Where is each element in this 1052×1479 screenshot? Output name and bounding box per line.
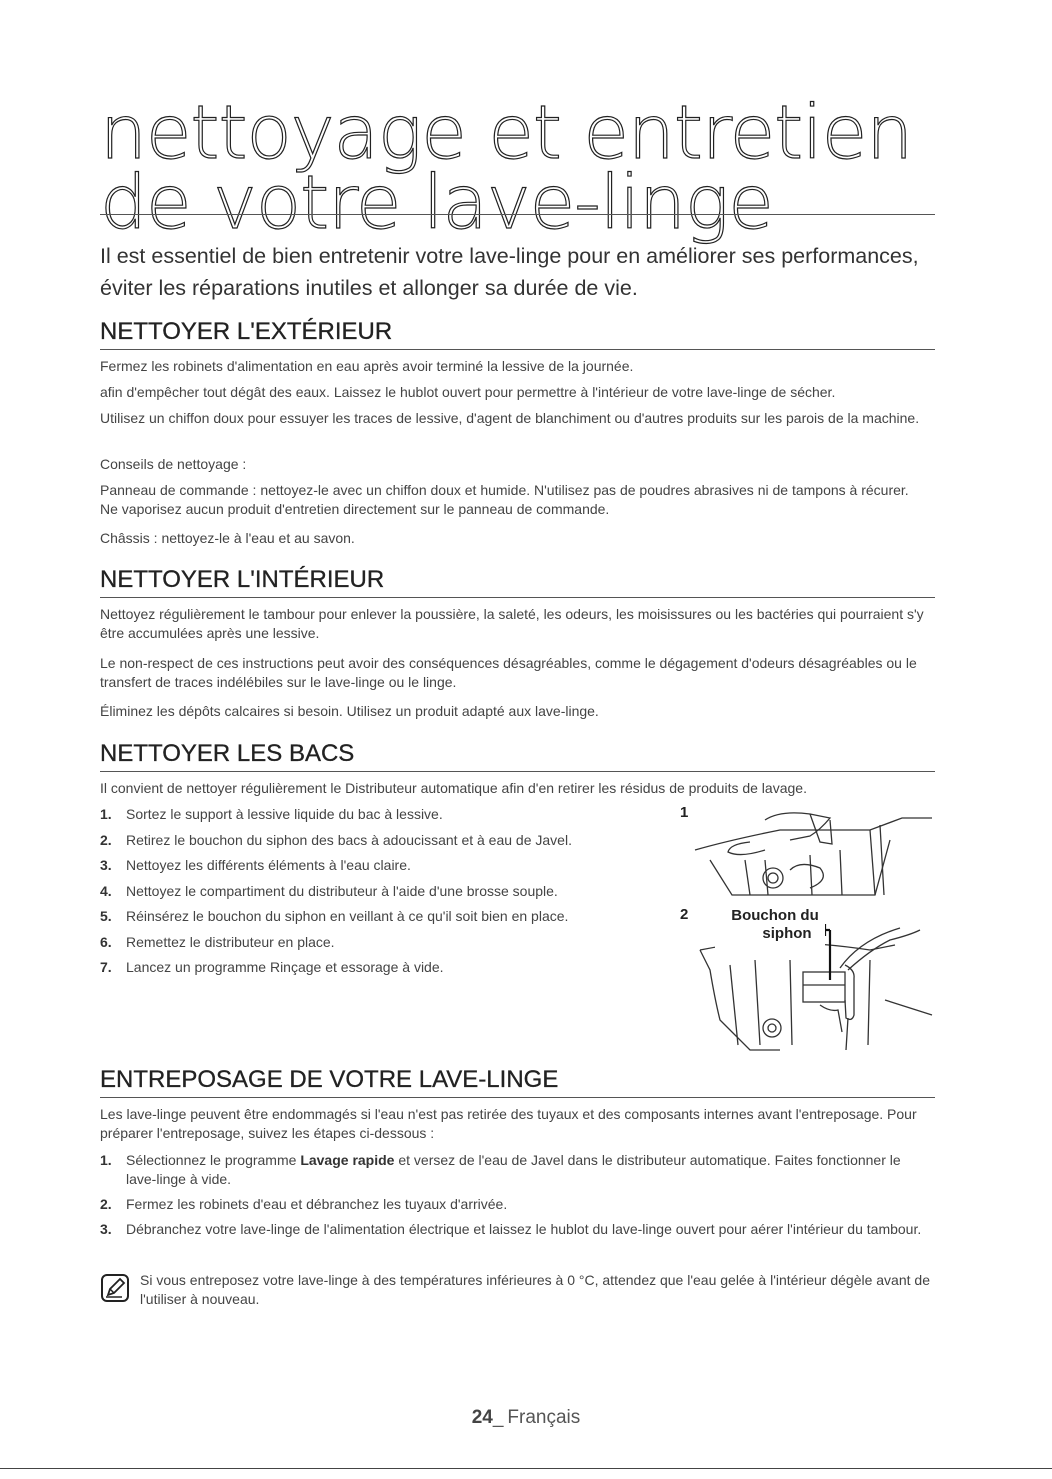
step-text: Réinsérez le bouchon du siphon en veillant à ce qu'il soit bien en place. — [126, 908, 569, 924]
step-text: Lancez un programme Rinçage et essorage à vide. — [126, 959, 444, 975]
section-heading-trays: NETTOYER LES BACS — [100, 740, 935, 772]
page-footer — [0, 1407, 1052, 1429]
step-number: 1. — [100, 1152, 112, 1168]
step-text: Nettoyez le compartiment du distributeur à l'aide d'une brosse souple. — [126, 882, 558, 899]
step-number: 2. — [100, 1196, 112, 1212]
intro-paragraph: Il est essentiel de bien entretenir votre lave-linge pour en améliorer ses performances, éviter les réparations inutiles et allonger sa durée de vie. — [100, 244, 919, 300]
section-heading-interior: NETTOYER L'INTÉRIEUR — [100, 566, 935, 598]
list-item — [100, 930, 660, 956]
exterior-paragraph-4: Conseils de nettoyage : — [100, 456, 247, 472]
exterior-paragraph-6: Châssis : nettoyez-le à l'eau et au savon. — [100, 530, 355, 546]
list-item — [100, 1220, 930, 1239]
step-number: 1. — [100, 806, 112, 822]
step-number: 4. — [100, 882, 112, 899]
interior-paragraph-2: Le non-respect de ces instructions peut avoir des conséquences désagréables, comme le dégagement d'odeurs désagréables ou le transfert de traces indélébiles sur le lave-linge ou le linge. — [100, 655, 917, 690]
step-text-before: Sélectionnez le programme — [126, 1152, 301, 1168]
callout-line-1: Bouchon du — [731, 907, 819, 924]
step-text-after: et versez de l'eau de Javel dans le distributeur automatique. Faites fonctionner le lave-linge à vide. — [126, 1152, 901, 1187]
callout-label — [720, 907, 830, 943]
trays-steps — [100, 802, 660, 981]
interior-paragraph-3: Éliminez les dépôts calcaires si besoin. Utilisez un produit adapté aux lave-linge. — [100, 703, 599, 719]
footer-separator: _ — [492, 1407, 504, 1428]
footer-language: Français — [507, 1407, 581, 1428]
list-item — [100, 802, 660, 828]
step-number: 2. — [100, 831, 112, 848]
section-heading-storage: ENTREPOSAGE DE VOTRE LAVE-LINGE — [100, 1066, 935, 1098]
figure-label-1: 1 — [680, 804, 689, 821]
exterior-paragraph-2: afin d'empêcher tout dégât des eaux. Laissez le hublot ouvert pour permettre à l'intérieur de votre lave-linge de sécher. — [100, 384, 836, 400]
page-title: nettoyage et entretien de votre lave-linge — [100, 90, 913, 246]
bottom-rule — [0, 1468, 1052, 1469]
storage-steps — [100, 1151, 930, 1245]
page-number: 24 — [471, 1407, 493, 1428]
list-item — [100, 904, 660, 930]
step-number: 5. — [100, 908, 112, 924]
list-item — [100, 853, 660, 879]
step-number: 3. — [100, 1221, 112, 1237]
pencil-note-icon — [100, 1273, 130, 1303]
step-text: Retirez le bouchon du siphon des bacs à adoucissant et à eau de Javel. — [126, 831, 572, 848]
trays-intro: Il convient de nettoyer régulièrement le Distributeur automatique afin d'en retirer les résidus de produits de lavage. — [100, 780, 807, 796]
note-text: Si vous entreposez votre lave-linge à des températures inférieures à 0 °C, attendez que l'eau gelée à l'intérieur dégèle avant de l'utiliser à nouveau. — [140, 1272, 930, 1307]
interior-paragraph-1: Nettoyez régulièrement le tambour pour enlever la poussière, la saleté, les odeurs, les moisissures ou les bactéries qui pourraient s'y être accumulées après une lessive. — [100, 606, 924, 641]
list-item — [100, 1195, 930, 1214]
step-text: Sortez le support à lessive liquide du bac à lessive. — [126, 806, 443, 822]
step-text: Fermez les robinets d'eau et débranchez les tuyaux d'arrivée. — [126, 1196, 508, 1212]
storage-intro: Les lave-linge peuvent être endommagés si l'eau n'est pas retirée des tuyaux et des composants internes avant l'entreposage. Pour préparer l'entreposage, suivez les étapes ci-dessous : — [100, 1106, 917, 1141]
callout-line-2: siphon — [762, 925, 812, 942]
section-heading-exterior: NETTOYER L'EXTÉRIEUR — [100, 318, 935, 350]
program-name: Lavage rapide — [300, 1152, 395, 1168]
figure-label-2: 2 — [680, 906, 689, 923]
exterior-paragraph-1: Fermez les robinets d'alimentation en eau après avoir terminé la lessive de la journée. — [100, 358, 634, 374]
exterior-paragraph-3: Utilisez un chiffon doux pour essuyer les traces de lessive, d'agent de blanchiment ou d'autres produits sur les parois de la machine. — [100, 410, 920, 426]
step-text: Nettoyez les différents éléments à l'eau claire. — [126, 857, 411, 873]
step-number: 6. — [100, 933, 112, 950]
step-number: 7. — [100, 959, 112, 975]
step-text: Remettez le distributeur en place. — [126, 933, 335, 950]
list-item — [100, 1151, 930, 1189]
step-text: Débranchez votre lave-linge de l'alimentation électrique et laissez le hublot du lave-linge ouvert pour aérer l'intérieur du tambour. — [126, 1221, 922, 1237]
dispenser-illustration — [670, 800, 938, 1060]
list-item — [100, 828, 660, 854]
exterior-paragraph-5: Panneau de commande : nettoyez-le avec un chiffon doux et humide. N'utilisez pas de poudres abrasives ni de tampons à récurer. Ne vaporisez aucun produit d'entretien directement sur le panneau de commande. — [100, 482, 909, 517]
list-item — [100, 879, 660, 905]
title-rule — [100, 214, 935, 215]
step-number: 3. — [100, 857, 112, 873]
list-item — [100, 955, 660, 981]
